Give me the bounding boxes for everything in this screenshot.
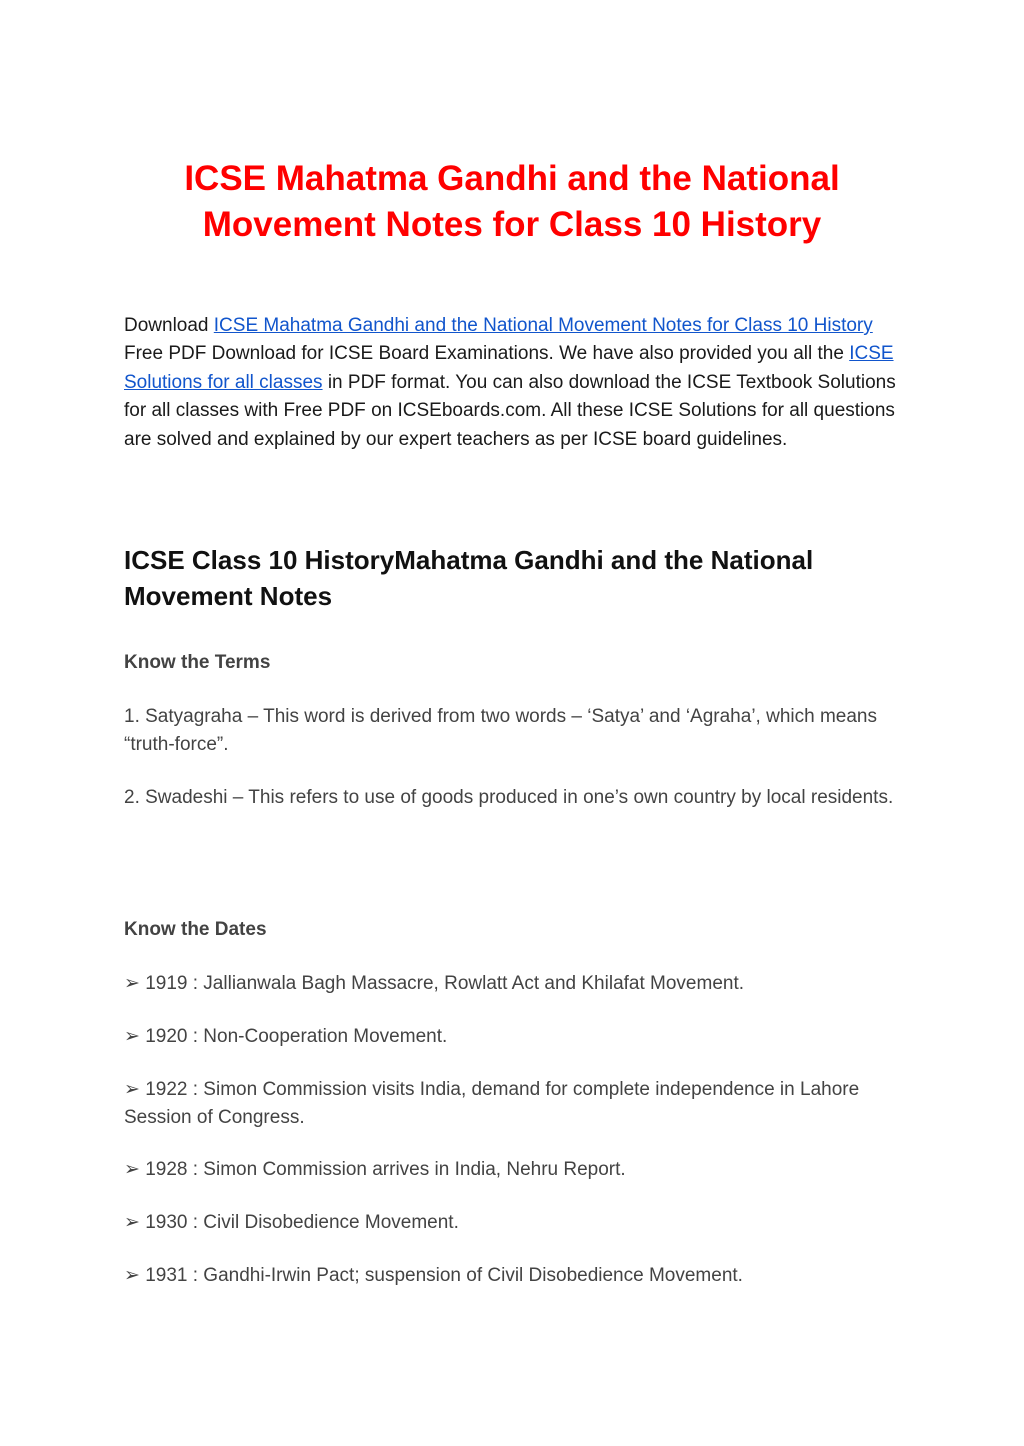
arrow-bullet-icon: ➢ (124, 1265, 140, 1286)
page-title-line-1: ICSE Mahatma Gandhi and the National (184, 159, 840, 198)
page-title (124, 156, 900, 248)
intro-paragraph (124, 312, 904, 454)
term-item-satyagraha: 1. Satyagraha – This word is derived from two words – ‘Satya’ and ‘Agraha’, which means “truth-force”. (124, 706, 877, 755)
arrow-bullet-icon: ➢ (124, 1026, 140, 1047)
arrow-bullet-icon: ➢ (124, 1159, 140, 1180)
date-item (124, 970, 894, 998)
arrow-bullet-icon: ➢ (124, 973, 140, 994)
date-item-text: 1920 : Non-Cooperation Movement. (145, 1026, 448, 1047)
arrow-bullet-icon: ➢ (124, 1212, 140, 1233)
date-item (124, 1023, 894, 1051)
intro-middle-text: Free PDF Download for ICSE Board Examinations. We have also provided you all the (124, 343, 850, 365)
know-the-dates-heading: Know the Dates (124, 919, 267, 940)
date-item (124, 1209, 894, 1237)
date-item-text: 1931 : Gandhi-Irwin Pact; suspension of Civil Disobedience Movement. (145, 1265, 743, 1286)
date-item-text: 1928 : Simon Commission arrives in India, Nehru Report. (145, 1159, 626, 1180)
know-the-terms-heading: Know the Terms (124, 652, 271, 673)
date-item (124, 1076, 894, 1131)
arrow-bullet-icon: ➢ (124, 1079, 140, 1100)
term-item-swadeshi: 2. Swadeshi – This refers to use of goods produced in one’s own country by local residents. (124, 787, 894, 808)
date-item-text: 1922 : Simon Commission visits India, demand for complete independence in Lahore Session of Congress. (124, 1079, 860, 1128)
notes-download-link[interactable]: ICSE Mahatma Gandhi and the National Movement Notes for Class 10 History (213, 315, 873, 336)
intro-prefix: Download (124, 315, 214, 336)
icse-solutions-link[interactable]: ICSE Solutions for all classes (124, 343, 894, 393)
date-item (124, 1262, 894, 1290)
date-item (124, 1156, 894, 1184)
page-title-line-2: Movement Notes for Class 10 History (202, 205, 822, 244)
date-item-text: 1919 : Jallianwala Bagh Massacre, Rowlatt Act and Khilafat Movement. (145, 973, 745, 994)
section-heading: ICSE Class 10 HistoryMahatma Gandhi and the National Movement Notes (124, 545, 814, 611)
intro-suffix: in PDF format. You can also download the ICSE Textbook Solutions for all classes with Free PDF on ICSEboards.com. All these ICSE Solutions for all questions are solved and explained by our expert teachers as per ICSE board guidelines. (124, 371, 896, 450)
date-item-text: 1930 : Civil Disobedience Movement. (145, 1212, 459, 1233)
